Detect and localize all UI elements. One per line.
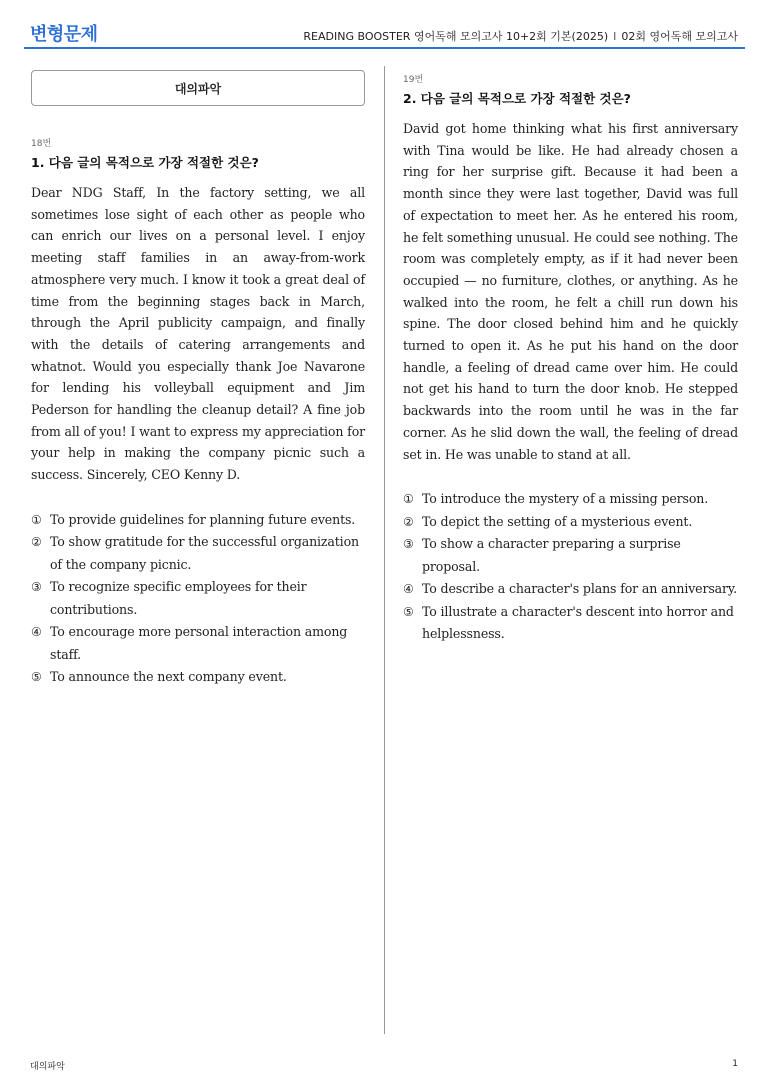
choice-mark: ② (31, 535, 42, 550)
book-title: READING BOOSTER 영어독해 모의고사 10+2회 기본(2025) (303, 30, 609, 43)
choice-mark: ③ (403, 537, 414, 552)
header-separator: I (613, 30, 617, 43)
choice-text: To recognize specific employees for their contributions. (50, 579, 307, 617)
choice-mark: ⑤ (403, 604, 414, 619)
choice-text: To introduce the mystery of a missing person. (422, 491, 709, 507)
right-column (403, 70, 738, 646)
footer-section-label: 대의파악 (30, 1062, 65, 1072)
choice-text: To announce the next company event. (50, 669, 287, 685)
page-header (0, 0, 768, 50)
answer-choice[interactable] (31, 509, 365, 532)
answer-choice[interactable] (31, 576, 365, 621)
choice-mark: ① (403, 492, 414, 507)
choice-text: To encourage more personal interaction among staff. (50, 624, 348, 662)
question-passage: David got home thinking what his first anniversary with Tina would be like. He had already chosen a ring for her surprise gift. Because it had been a month since they were last together, David was full of expectation to meet her. As he entered his room, he felt something unusual. He could see nothing. The room was completely empty, as if it had never been occupied — no furniture, clothes, or anything. As he walked into the room, he felt a chill run down his spine. The door closed behind him and he quickly turned to open it. As he put his hand on the door handle, a feeling of dread came over him. He could not get his hand to turn the door knob. He stepped backwards into the room until he was in the far corner. As he slid down the wall, the feeling of dread set in. He was unable to stand at all. (403, 121, 738, 462)
column-divider (384, 66, 385, 1034)
question-number: 18번 (31, 139, 52, 149)
answer-choice[interactable] (403, 533, 738, 578)
answer-choices (403, 488, 738, 646)
question-title: 1. 다음 글의 목적으로 가장 적절한 것은? (31, 155, 259, 170)
answer-choice[interactable] (403, 488, 738, 511)
question-number: 19번 (403, 75, 424, 85)
answer-choices (31, 509, 365, 689)
choice-text: To provide guidelines for planning future events. (50, 511, 356, 527)
choice-mark: ④ (403, 582, 414, 597)
question-passage: Dear NDG Staff, In the factory setting, we all sometimes lose sight of each other as people who can enrich our lives on a personal level. I enjoy meeting staff families in an away-from-work atmosphere very much. I know it took a great deal of time from the beginning stages back in March, through the April publicity campaign, and finally with the details of catering arrangements and whatnot. Would you especially thank Joe Navarone for lending his volleyball equipment and Jim Pederson for handling the cleanup detail? A fine job from all of you! I want to express my appreciation for your help in making the company picnic such a success. Sincerely, CEO Kenny D. (31, 185, 365, 483)
answer-choice[interactable] (403, 601, 738, 646)
answer-choice[interactable] (31, 666, 365, 689)
choice-mark: ① (31, 512, 42, 527)
answer-choice[interactable] (403, 578, 738, 601)
choice-mark: ⑤ (31, 670, 42, 685)
choice-mark: ② (403, 514, 414, 529)
choice-mark: ③ (31, 580, 42, 595)
section-label-box: 대의파악 (31, 70, 365, 106)
choice-text: To illustrate a character's descent into horror and helplessness. (422, 603, 734, 642)
choice-text: To depict the setting of a mysterious event. (422, 513, 693, 529)
choice-text: To show gratitude for the successful organization of the company picnic. (50, 534, 359, 572)
brand-title: 변형문제 (30, 24, 98, 45)
test-title: 02회 영어독해 모의고사 (621, 30, 738, 43)
answer-choice[interactable] (403, 511, 738, 534)
header-rule (24, 47, 745, 49)
left-column (31, 70, 365, 689)
answer-choice[interactable] (31, 621, 365, 666)
choice-mark: ④ (31, 625, 42, 640)
answer-choice[interactable] (31, 531, 365, 576)
header-info (303, 28, 738, 44)
choice-text: To show a character preparing a surprise proposal. (422, 536, 681, 574)
page-number: 1 (732, 1059, 738, 1069)
question-title: 2. 다음 글의 목적으로 가장 적절한 것은? (403, 91, 631, 106)
choice-text: To describe a character's plans for an anniversary. (422, 581, 738, 597)
